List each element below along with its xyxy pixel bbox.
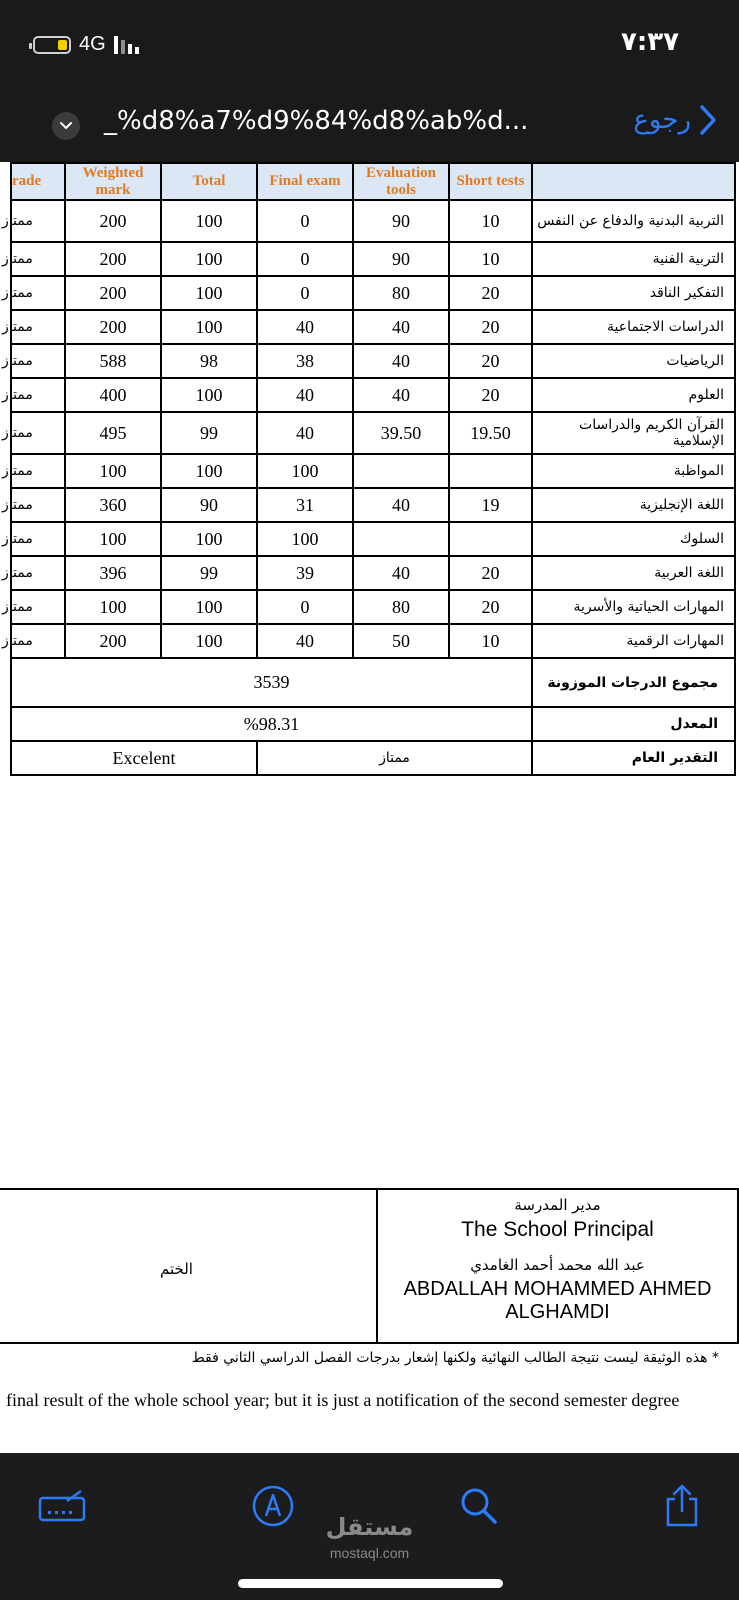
grade-cell: [2, 378, 65, 412]
total-cell: 100: [161, 378, 257, 412]
final-exam-cell: 0: [257, 200, 353, 242]
watermark-english: mostaql.com: [329, 1545, 410, 1561]
weighted-mark-cell: 200: [65, 276, 161, 310]
header-evaluation-tools: Evaluation tools: [353, 163, 449, 200]
table-row: [11, 522, 735, 556]
evaluation-tools-cell: 50: [353, 624, 449, 658]
evaluation-tools-cell: 40: [353, 488, 449, 522]
grade-cell: [2, 454, 65, 488]
document-title: _%d8%a7%d9%84%d8%ab%d...: [104, 106, 529, 136]
stamp-label: الختم: [160, 1260, 193, 1278]
total-cell: 99: [161, 412, 257, 454]
weighted-mark-cell: 396: [65, 556, 161, 590]
table-row: [11, 310, 735, 344]
subject-cell: اللغة العربية: [532, 556, 735, 590]
grade-text: ممتاز: [2, 463, 33, 479]
bottom-toolbar: [0, 1453, 739, 1600]
evaluation-tools-cell: 40: [353, 310, 449, 344]
evaluation-tools-cell: 80: [353, 590, 449, 624]
grade-text: ممتاز: [2, 319, 33, 335]
weighted-mark-cell: 200: [65, 200, 161, 242]
weighted-mark-cell: 588: [65, 344, 161, 378]
short-tests-cell: 20: [449, 344, 532, 378]
nav-row: [0, 100, 739, 150]
total-cell: 90: [161, 488, 257, 522]
short-tests-cell: 20: [449, 276, 532, 310]
total-cell: 100: [161, 454, 257, 488]
principal-name-english-line1: ABDALLAH MOHAMMED AHMED: [403, 1278, 712, 1300]
grade-cell: [2, 556, 65, 590]
grade-cell: [2, 276, 65, 310]
back-button[interactable]: [633, 104, 717, 136]
grade-cell: [2, 310, 65, 344]
final-exam-cell: 40: [257, 624, 353, 658]
weighted-mark-cell: 100: [65, 522, 161, 556]
header-weighted-mark: Weighted mark: [65, 163, 161, 200]
grade-cell: [2, 200, 65, 242]
subject-cell: المهارات الرقمية: [532, 624, 735, 658]
status-left: [33, 33, 139, 56]
final-exam-cell: 40: [257, 378, 353, 412]
principal-name-arabic: عبد الله محمد أحمد الغامدي: [470, 1256, 645, 1274]
grade-text: ممتاز: [2, 387, 33, 403]
weighted-total-value: 3539: [11, 658, 532, 707]
subject-cell: التربية البدنية والدفاع عن النفس: [532, 200, 735, 242]
table-row: [11, 590, 735, 624]
table-row: [11, 488, 735, 522]
top-bar: [0, 0, 739, 162]
watermark-arabic: مستقل: [325, 1513, 414, 1541]
title-menu-button[interactable]: [52, 112, 80, 140]
subject-cell: العلوم: [532, 378, 735, 412]
overall-row: [11, 741, 735, 775]
final-exam-cell: 0: [257, 242, 353, 276]
table-row: [11, 242, 735, 276]
grade-text: ممتاز: [2, 425, 33, 441]
signal-icon: [114, 36, 139, 54]
header-final-exam: Final exam: [257, 163, 353, 200]
weighted-mark-cell: 400: [65, 378, 161, 412]
weighted-mark-cell: 495: [65, 412, 161, 454]
principal-title-english: The School Principal: [461, 1218, 654, 1241]
short-tests-cell: [449, 522, 532, 556]
short-tests-cell: [449, 454, 532, 488]
total-cell: 99: [161, 556, 257, 590]
grade-cell: [2, 488, 65, 522]
short-tests-cell: 20: [449, 310, 532, 344]
signature-box: [0, 1188, 739, 1344]
final-exam-cell: 100: [257, 522, 353, 556]
short-tests-cell: 20: [449, 378, 532, 412]
grade-text: ممتاز: [2, 251, 33, 267]
final-exam-cell: 40: [257, 412, 353, 454]
short-tests-cell: 10: [449, 200, 532, 242]
weighted-mark-cell: 100: [65, 590, 161, 624]
table-row: [11, 378, 735, 412]
subject-cell: اللغة الإنجليزية: [532, 488, 735, 522]
table-header-row: [11, 163, 735, 200]
grade-cell: [2, 344, 65, 378]
subject-cell: المواظبة: [532, 454, 735, 488]
grade-text: ممتاز: [2, 531, 33, 547]
total-cell: 100: [161, 624, 257, 658]
network-label: 4G: [79, 33, 106, 55]
final-exam-cell: 31: [257, 488, 353, 522]
clock: ٧:٣٧: [620, 27, 679, 57]
header-total: Total: [161, 163, 257, 200]
evaluation-tools-cell: 90: [353, 200, 449, 242]
total-cell: 100: [161, 200, 257, 242]
principal-title-arabic: مدير المدرسة: [514, 1196, 601, 1214]
grade-text: ممتاز: [2, 213, 33, 229]
table-row: [11, 454, 735, 488]
subject-cell: السلوك: [532, 522, 735, 556]
final-exam-cell: 39: [257, 556, 353, 590]
principal-area: [378, 1190, 737, 1342]
subject-cell: التفكير الناقد: [532, 276, 735, 310]
grade-text: ممتاز: [2, 565, 33, 581]
header-grade: rade: [11, 163, 65, 200]
overall-arabic: ممتاز: [257, 741, 532, 775]
total-cell: 100: [161, 310, 257, 344]
grade-cell: [2, 590, 65, 624]
final-exam-cell: 38: [257, 344, 353, 378]
evaluation-tools-cell: [353, 522, 449, 556]
weighted-mark-cell: 200: [65, 624, 161, 658]
grade-cell: [2, 412, 65, 454]
evaluation-tools-cell: 40: [353, 378, 449, 412]
total-cell: 100: [161, 590, 257, 624]
grade-text: ممتاز: [2, 285, 33, 301]
short-tests-cell: 10: [449, 624, 532, 658]
subject-cell: القرآن الكريم والدراسات الإسلامية: [532, 412, 735, 454]
average-value: %98.31: [11, 707, 532, 741]
short-tests-cell: 20: [449, 590, 532, 624]
subject-cell: الرياضيات: [532, 344, 735, 378]
grade-text: ممتاز: [2, 353, 33, 369]
subject-cell: التربية الفنية: [532, 242, 735, 276]
table-row: [11, 624, 735, 658]
evaluation-tools-cell: 40: [353, 344, 449, 378]
weighted-mark-cell: 360: [65, 488, 161, 522]
home-indicator[interactable]: [238, 1579, 503, 1588]
grade-text: ممتاز: [2, 599, 33, 615]
total-cell: 100: [161, 522, 257, 556]
average-label: المعدل: [532, 707, 735, 741]
table-row: [11, 276, 735, 310]
final-exam-cell: 0: [257, 276, 353, 310]
weighted-total-row: [11, 658, 735, 707]
short-tests-cell: 19.50: [449, 412, 532, 454]
table-row: [11, 556, 735, 590]
grade-text: ممتاز: [2, 497, 33, 513]
evaluation-tools-cell: 90: [353, 242, 449, 276]
total-cell: 98: [161, 344, 257, 378]
evaluation-tools-cell: 39.50: [353, 412, 449, 454]
overall-english: Excelent: [11, 741, 257, 775]
table-row: [11, 412, 735, 454]
header-subject: [532, 163, 735, 200]
table-row: [11, 344, 735, 378]
final-exam-cell: 0: [257, 590, 353, 624]
grade-text: ممتاز: [2, 633, 33, 649]
short-tests-cell: 19: [449, 488, 532, 522]
short-tests-cell: 20: [449, 556, 532, 590]
header-short-tests: Short tests: [449, 163, 532, 200]
evaluation-tools-cell: [353, 454, 449, 488]
evaluation-tools-cell: 80: [353, 276, 449, 310]
grade-cell: [2, 242, 65, 276]
back-label: رجوع: [633, 105, 691, 135]
total-cell: 100: [161, 242, 257, 276]
battery-icon: [33, 36, 71, 54]
subject-cell: الدراسات الاجتماعية: [532, 310, 735, 344]
principal-name-english-line2: ALGHAMDI: [505, 1301, 610, 1323]
grades-table: [2, 162, 736, 776]
evaluation-tools-cell: 40: [353, 556, 449, 590]
footnote-english: final result of the whole school year; but it is just a notification of the second semester degree: [6, 1390, 680, 1410]
overall-label: التقدير العام: [532, 741, 735, 775]
stamp-area: [0, 1190, 376, 1342]
weighted-mark-cell: 200: [65, 310, 161, 344]
final-exam-cell: 100: [257, 454, 353, 488]
grade-cell: [2, 522, 65, 556]
total-cell: 100: [161, 276, 257, 310]
weighted-total-label: مجموع الدرجات الموزونة: [532, 658, 735, 707]
subject-cell: المهارات الحياتية والأسرية: [532, 590, 735, 624]
grade-cell: [2, 624, 65, 658]
final-exam-cell: 40: [257, 310, 353, 344]
weighted-mark-cell: 100: [65, 454, 161, 488]
chevron-down-icon: [59, 121, 73, 131]
table-row: [11, 200, 735, 242]
footnote-arabic: * هذه الوثيقة ليست نتيجة الطالب النهائية ولكنها إشعار بدرجات الفصل الدراسي الثاني فقط: [191, 1350, 719, 1366]
weighted-mark-cell: 200: [65, 242, 161, 276]
short-tests-cell: 10: [449, 242, 532, 276]
average-row: [11, 707, 735, 741]
chevron-right-icon: [699, 104, 717, 136]
